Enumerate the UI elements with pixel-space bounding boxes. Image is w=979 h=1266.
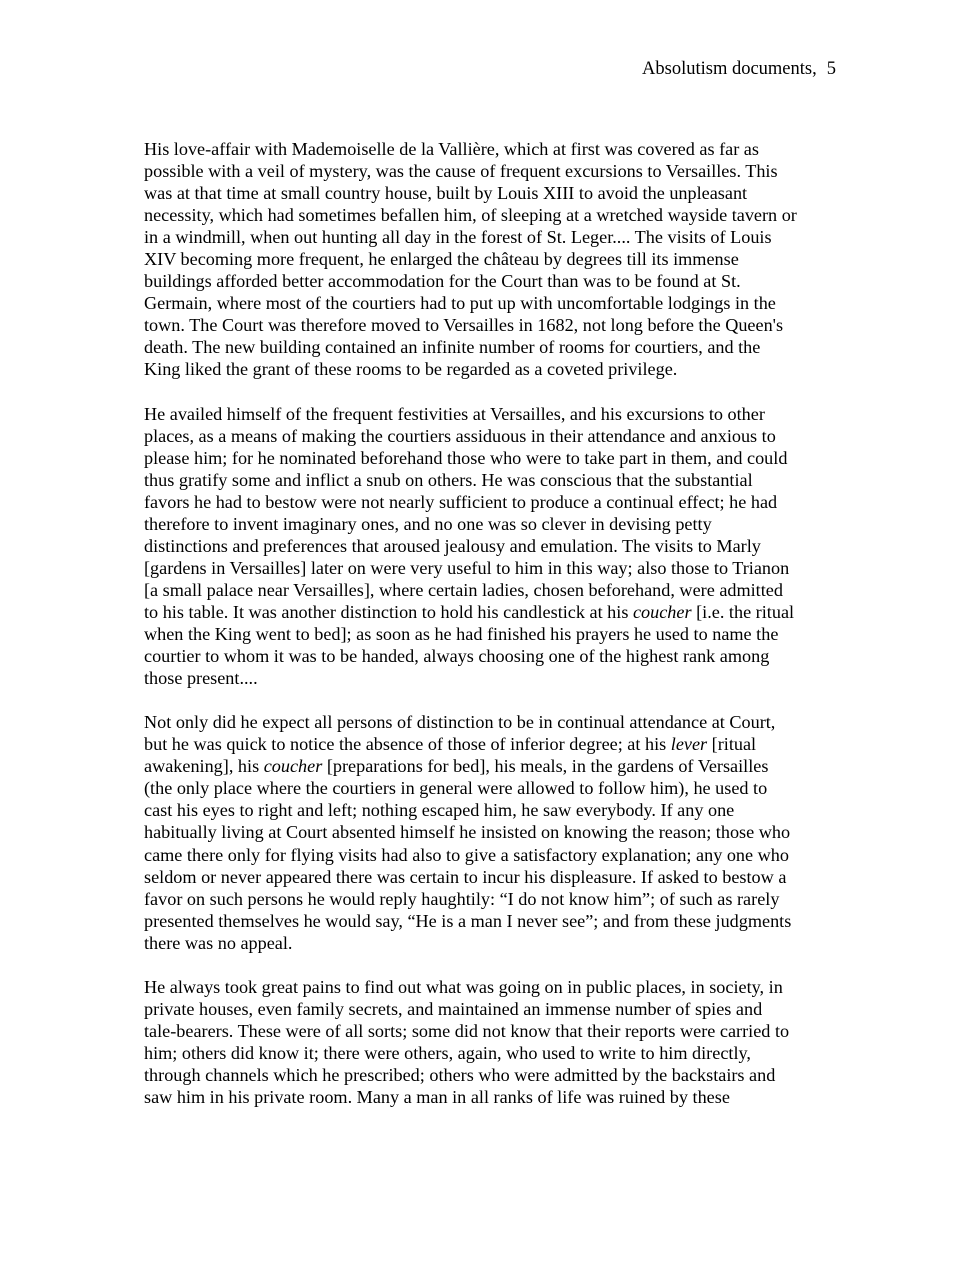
text-line: necessity, which had sometimes befallen him, of sleeping at a wretched wayside tavern or (144, 205, 797, 226)
italic-term: lever (670, 734, 708, 755)
text-line: seldom or never appeared there was certain to incur his displeasure. If asked to bestow a (144, 866, 787, 887)
text-line: private houses, even family secrets, and maintained an immense number of spies and (144, 998, 763, 1019)
text-line: came there only for flying visits had also to give a satisfactory explanation; any one who (144, 844, 789, 865)
text-line (144, 733, 844, 755)
text-line: through channels which he prescribed; others who were admitted by the backstairs and (144, 1064, 776, 1085)
text-line: when the King went to bed]; as soon as he had finished his prayers he used to name the (144, 624, 779, 645)
text-line: was at that time at small country house, built by Louis XIII to avoid the unpleasant (144, 183, 748, 204)
text-line: death. The new building contained an infinite number of rooms for courtiers, and the (144, 337, 761, 358)
line-text-after: [ritual (707, 734, 757, 755)
text-line: favor on such persons he would reply haughtily: “I do not know him”; of such as rarely (144, 888, 780, 909)
paragraph-4 (144, 976, 844, 1108)
text-line: saw him in his private room. Many a man in all ranks of life was ruined by these (144, 1087, 730, 1108)
text-line: favors he had to bestow were not nearly sufficient to produce a continual effect; he had (144, 491, 778, 512)
text-line: cast his eyes to right and left; nothing escaped him, he saw everybody. If any one (144, 800, 735, 821)
text-line: (the only place where the courtiers in general were allowed to follow him), he used to (144, 778, 768, 799)
text-line: those present.... (144, 668, 258, 689)
italic-term: coucher (263, 756, 323, 777)
text-line: town. The Court was therefore moved to Versailles in 1682, not long before the Queen's (144, 315, 784, 336)
text-line: buildings afforded better accommodation for the Court than was to be found at St. (144, 271, 741, 292)
line-text-before: awakening], his (144, 756, 264, 777)
italic-term: coucher (632, 601, 692, 622)
text-line: please him; for he nominated beforehand those who were to take part in them, and could (144, 447, 788, 468)
text-line: [a small palace near Versailles], where certain ladies, chosen beforehand, were admitted (144, 579, 783, 600)
paragraph-3 (144, 711, 844, 954)
text-line: [gardens in Versailles] later on were very useful to him in this way; also those to Trianon (144, 557, 790, 578)
text-line: He availed himself of the frequent festivities at Versailles, and his excursions to other (144, 403, 765, 424)
text-line: in a windmill, when out hunting all day in the forest of St. Leger.... The visits of Louis (144, 227, 772, 248)
text-line: presented themselves he would say, “He is a man I never see”; and from these judgments (144, 910, 792, 931)
text-line: tale-bearers. These were of all sorts; some did not know that their reports were carried to (144, 1020, 790, 1041)
line-text-after: [preparations for bed], his meals, in the gardens of Versailles (322, 756, 769, 777)
text-line: He always took great pains to find out what was going on in public places, in society, in (144, 976, 783, 997)
paragraph-1 (144, 138, 844, 381)
document-body (144, 138, 844, 1130)
text-line: courtier to whom it was to be handed, always choosing one of the highest rank among (144, 646, 770, 667)
text-line (144, 601, 844, 623)
text-line: King liked the grant of these rooms to be regarded as a coveted privilege. (144, 359, 678, 380)
text-line: places, as a means of making the courtiers assiduous in their attendance and anxious to (144, 425, 776, 446)
page-number: 5 (826, 59, 836, 79)
text-line: there was no appeal. (144, 932, 293, 953)
line-text-before: but he was quick to notice the absence of those of inferior degree; at his (144, 734, 671, 755)
line-text-after: [i.e. the ritual (691, 601, 795, 622)
text-line (144, 755, 844, 777)
text-line: thus gratify some and inflict a snub on others. He was conscious that the substantial (144, 469, 753, 490)
text-line: therefore to invent imaginary ones, and no one was so clever in devising petty (144, 513, 712, 534)
text-line: him; others did know it; there were others, again, who used to write to him directly, (144, 1042, 751, 1063)
text-line: Not only did he expect all persons of distinction to be in continual attendance at Court, (144, 712, 776, 733)
text-line: distinctions and preferences that aroused jealousy and emulation. The visits to Marly (144, 535, 761, 556)
page-header (642, 58, 836, 80)
text-line: possible with a veil of mystery, was the cause of frequent excursions to Versailles. This (144, 161, 778, 182)
text-line: His love-affair with Mademoiselle de la Vallière, which at first was covered as far as (144, 139, 759, 159)
paragraph-2 (144, 403, 844, 690)
text-line: habitually living at Court absented himself he insisted on knowing the reason; those who (144, 822, 791, 843)
text-line: XIV becoming more frequent, he enlarged the château by degrees till its immense (144, 249, 739, 270)
line-text-before: to his table. It was another distinction to hold his candlestick at his (144, 601, 633, 622)
text-line: Germain, where most of the courtiers had to put up with uncomfortable lodgings in the (144, 293, 776, 314)
header-title: Absolutism documents, (642, 59, 817, 79)
